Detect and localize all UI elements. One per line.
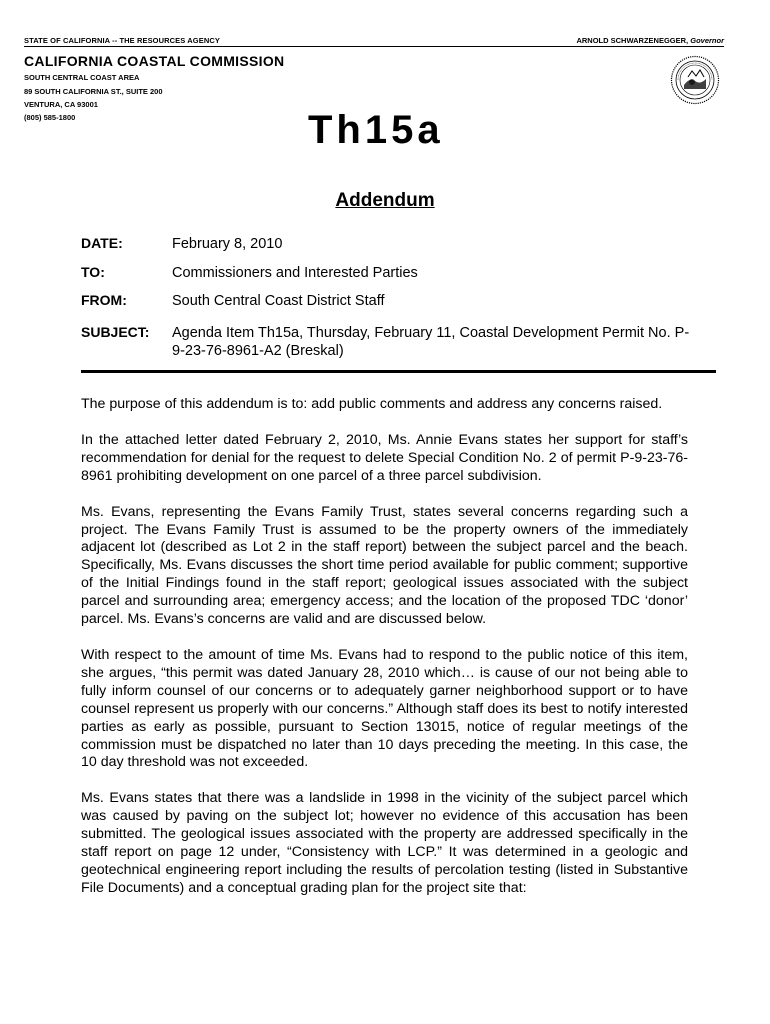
governor-name: ARNOLD SCHWARZENEGGER, xyxy=(576,36,689,45)
from-value: South Central Coast District Staff xyxy=(172,293,385,309)
from-label: FROM: xyxy=(81,292,127,308)
addendum-body xyxy=(81,396,688,916)
body-paragraph: In the attached letter dated February 2, 2010, Ms. Annie Evans states her support for staff’s recommendation for denial for the request to delete Special Condition No. 2 of permit P-9-23-76-8961 prohibiting development on one parcel of a three parcel subdivision. xyxy=(81,431,688,484)
state-agency: STATE OF CALIFORNIA -- THE RESOURCES AGENCY xyxy=(24,36,220,45)
address-line: SOUTH CENTRAL COAST AREA xyxy=(24,73,140,82)
to-value: Commissioners and Interested Parties xyxy=(172,265,418,281)
document-title xyxy=(0,190,770,212)
header-divider xyxy=(81,370,716,373)
address-line: (805) 585-1800 xyxy=(24,113,76,122)
address-line: 89 SOUTH CALIFORNIA ST., SUITE 200 xyxy=(24,87,163,96)
to-label: TO: xyxy=(81,264,105,280)
body-paragraph: With respect to the amount of time Ms. Evans had to respond to the public notice of this item, she argues, “this permit was dated January 28, 2010 which… is cause of our not being able to fully inform counsel of our concerns or to adequately garner neighborhood support or to have counsel represent us properly with our concerns.” Although staff does its best to notify interested parties as early as possible, pursuant to Section 13015, notice of regular meetings of the commission must be dispatched no later than 10 days preceding the meeting. In this case, the 10 day threshold was not exceeded. xyxy=(81,646,688,771)
state-seal-icon xyxy=(670,55,720,105)
governor-line xyxy=(576,36,724,45)
subject-label: SUBJECT: xyxy=(81,324,150,340)
body-paragraph: Ms. Evans, representing the Evans Family Trust, states several concerns regarding such a project. The Evans Family Trust is assumed to be the property owners of the immediately adjacent lot (described as Lot 2 in the staff report) between the subject parcel and the beach. Specifically, Ms. Evans discusses the short time period available for public comment; supportive of the Initial Findings found in the staff report; geological issues associated with the subject parcel and surrounding area; emergency access; and the location of the proposed TDC ‘donor’ parcel. Ms. Evans’s concerns are valid and are discussed below. xyxy=(81,503,688,628)
letterhead-top-line xyxy=(24,36,724,47)
subject-value: Agenda Item Th15a, Thursday, February 11, Coastal Development Permit No. P-9-23-76-8961-A2 (Breskal) xyxy=(172,325,690,359)
agenda-item-id: Th15a xyxy=(308,108,444,152)
body-paragraph: The purpose of this addendum is to: add public comments and address any concerns raised. xyxy=(81,396,663,412)
commission-name: CALIFORNIA COASTAL COMMISSION xyxy=(24,53,285,69)
date-label: DATE: xyxy=(81,235,123,251)
body-paragraph: Ms. Evans states that there was a landslide in 1998 in the vicinity of the subject parcel which was caused by paving on the subject lot; however no evidence of this accusation has been submitted. The geological issues associated with the property are addressed specifically in the staff report on page 12 under, “Consistency with LCP.” It was determined in a geologic and geotechnical engineering report including the results of percolation testing (listed in Substantive File Documents) and a conceptual grading plan for the project site that: xyxy=(81,790,688,896)
date-value: February 8, 2010 xyxy=(172,236,283,252)
document-title-text: Addendum xyxy=(335,190,435,211)
governor-title: Governor xyxy=(690,36,724,45)
address-line: VENTURA, CA 93001 xyxy=(24,100,98,109)
